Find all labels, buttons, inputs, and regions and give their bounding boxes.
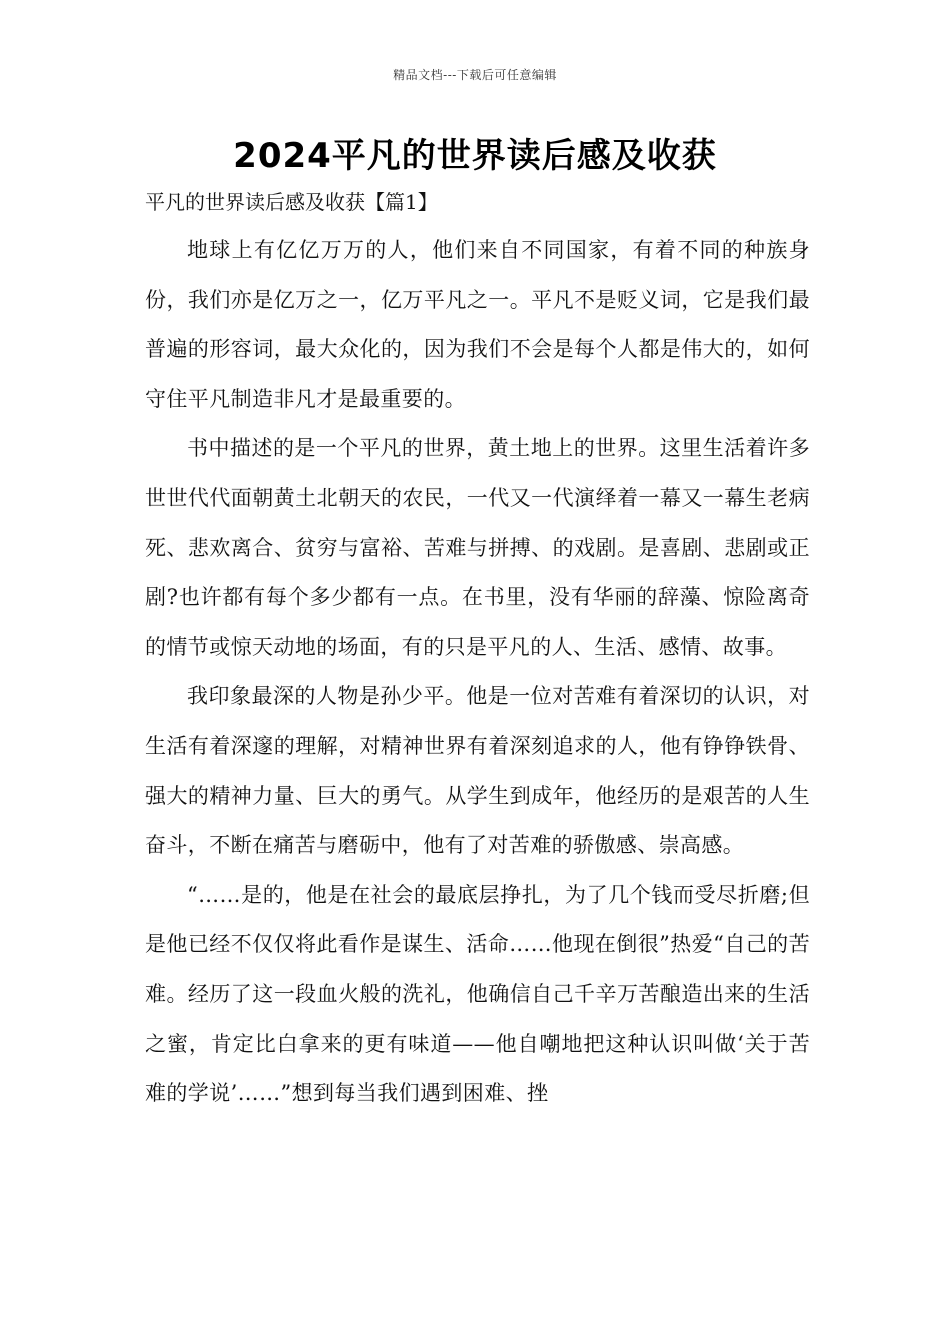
paragraph: 地球上有亿亿万万的人，他们来自不同国家，有着不同的种族身份，我们亦是亿万之一，亿万平凡之一。平凡不是贬义词，它是我们最普遍的形容词，最大众化的，因为我们不会是每个人都是伟大的，如何守住平凡制造非凡才是最重要的。 xyxy=(145,238,810,411)
header-note: 精品文档---下载后可任意编辑 xyxy=(393,68,557,82)
document-body xyxy=(145,226,810,1119)
document-title: 2024平凡的世界读后感及收获 xyxy=(233,136,717,176)
paragraph: 我印象最深的人物是孙少平。他是一位对苦难有着深切的认识，对生活有着深邃的理解，对精神世界有着深刻追求的人，他有铮铮铁骨、强大的精神力量、巨大的勇气。从学生到成年，他经历的是艰苦的人生奋斗，不断在痛苦与磨砺中，他有了对苦难的骄傲感、崇高感。 xyxy=(145,684,810,858)
paragraph: “……是的，他是在社会的最底层挣扎，为了几个钱而受尽折磨;但是他已经不仅仅将此看作是谋生、活命……他现在倒很”热爱“自己的苦难。经历了这一段血火般的洗礼，他确信自己千辛万苦酿造出来的生活之蜜，肯定比白拿来的更有味道——他自嘲地把这种认识叫做‘关于苦难的学说’……”想到每当我们遇到困难、挫 xyxy=(145,882,810,1106)
paragraph: 书中描述的是一个平凡的世界，黄土地上的世界。这里生活着许多世世代代面朝黄土北朝天的农民，一代又一代演绎着一幕又一幕生老病死、悲欢离合、贫穷与富裕、苦难与拼搏、的戏剧。是喜剧、悲剧或正剧?也许都有每个多少都有一点。在书里，没有华丽的辞藻、惊险离奇的情节或惊天动地的场面，有的只是平凡的人、生活、感情、故事。 xyxy=(145,436,810,659)
section-heading: 平凡的世界读后感及收获【篇1】 xyxy=(145,190,438,214)
